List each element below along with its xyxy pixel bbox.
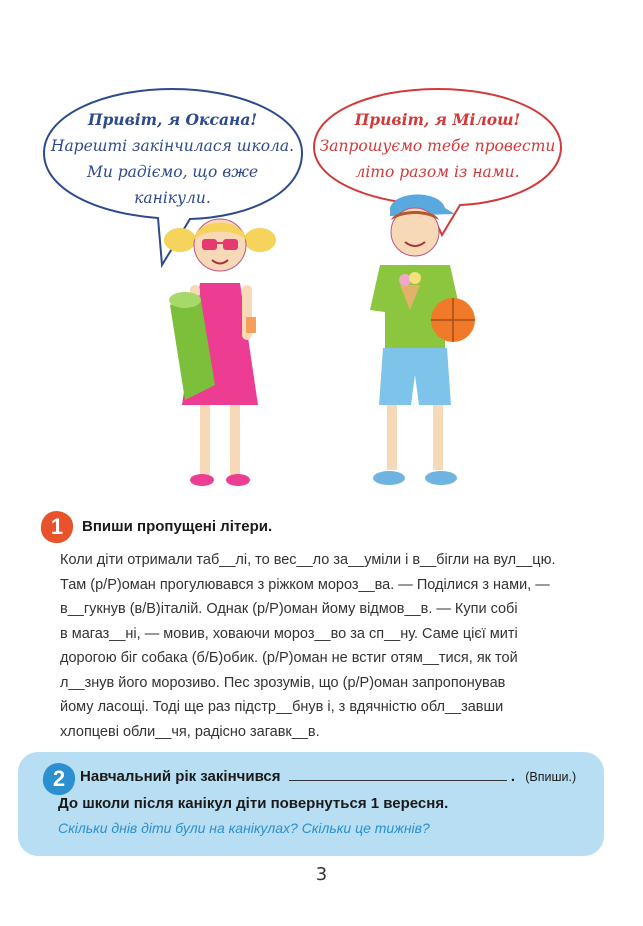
task-1-line: в магаз__ні, — мовив, ховаючи мороз__во за сп__ну. Саме цієї миті [60,625,518,642]
task-2-line-1 [80,766,576,785]
task-1-badge [40,510,74,544]
girl-greeting: Привіт, я Оксана! [87,110,258,129]
task-2-period: . [510,768,516,785]
task-1-number: 1 [50,514,64,539]
task-1-heading: Впиши пропущені літери. [82,518,273,535]
task-1-text [60,548,600,744]
page-number: 3 [315,864,328,885]
task-2-number: 2 [52,766,66,791]
task-1-line: Там (р/Р)оман прогулювався з ріжком мороз__ва. — Поділися з нами, — [60,576,550,593]
boy-illustration [345,190,485,495]
task-1-line: в__гукнув (в/В)італій. Однак (р/Р)оман йому відмов__в. — Купи собі [60,601,518,617]
boy-line-2: літо разом із нами. [355,163,520,181]
task-2-badge [42,762,76,796]
boy-greeting: Привіт, я Мілош! [354,110,521,129]
girl-line-1: Нарешті закінчилася школа. [50,137,295,155]
task-2-prompt: Навчальний рік закінчився [80,768,281,785]
task-1-line: йому ласощі. Тоді ще раз підстр__бнув і, з вдячністю обл__завши [60,699,504,715]
girl-illustration [160,205,280,495]
task-2-line-2: До школи після канікул діти повернуться 1 вересня. [58,795,449,812]
task-2-question: Скільки днів діти були на канікулах? Скільки це тижнів? [58,820,430,836]
girl-line-3: канікули. [134,189,211,207]
boy-line-1: Запрошуємо тебе провести [319,137,556,155]
task-2-note: (Впиши.) [525,770,577,784]
task-1-line: Коли діти отримали таб__лі, то вес__ло за__уміли і в__бігли на вул__цю. [60,552,556,568]
task-1-line: дорогою біг собака (б/Б)обик. (р/Р)оман не встиг отям__тися, як той [60,650,518,666]
girl-line-2: Ми радіємо, що вже [86,163,259,181]
answer-blank[interactable] [289,766,507,781]
task-2 [18,752,604,856]
task-1-line: л__знув його морозиво. Пес зрозумів, що (р/Р)оман запропонував [60,674,506,691]
task-1-line: хлопцеві обли__чя, радісно загавк__в. [60,723,320,740]
